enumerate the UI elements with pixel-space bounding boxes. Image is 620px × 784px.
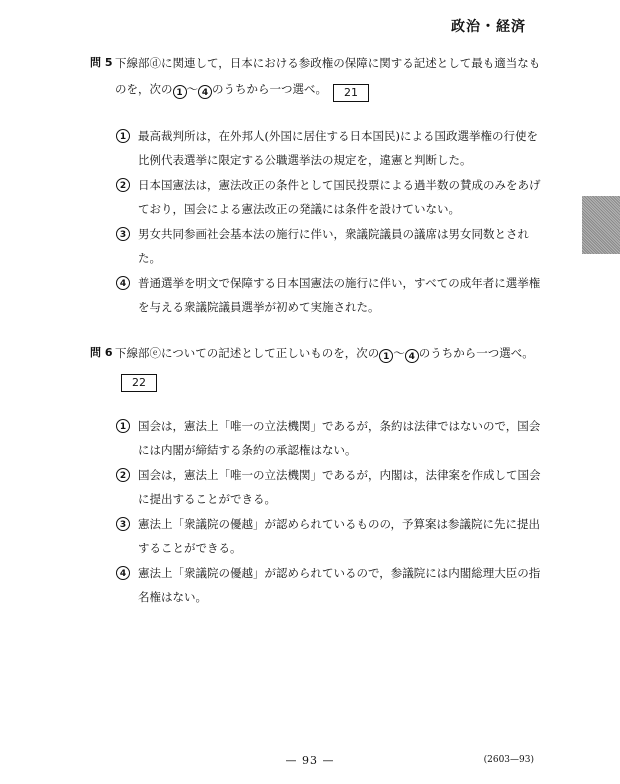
option-4	[116, 561, 542, 609]
option-number: 2	[116, 468, 130, 482]
option-range-end: 4	[405, 349, 419, 363]
option-3	[116, 512, 542, 560]
answer-number-box: 21	[333, 84, 369, 102]
exam-code: (2603—93)	[483, 755, 534, 765]
option-1	[116, 414, 542, 462]
option-3	[116, 222, 542, 270]
option-range-start: 1	[173, 85, 187, 99]
option-text: 国会は，憲法上「唯一の立法機関」であるが，条約は法律ではないので，国会には内閣が締結する条約の承認権はない。	[138, 419, 541, 457]
option-list	[116, 124, 542, 319]
option-4	[116, 271, 542, 319]
option-number: 1	[116, 129, 130, 143]
option-number: 3	[116, 227, 130, 241]
option-list	[116, 414, 542, 609]
question-5	[90, 50, 542, 320]
option-number: 3	[116, 517, 130, 531]
option-number: 4	[116, 566, 130, 580]
question-5-stem: 問 5 下線部ⓓに関連して，日本における参政権の保障に関する記述として最も適当なものを，次の 1 〜 4 のうちから一つ選べ。 21	[90, 50, 542, 102]
option-text: 普通選挙を明文で保障する日本国憲法の施行に伴い，すべての成年者に選挙権を与える衆議院議員選挙が初めて実施された。	[138, 276, 541, 314]
question-number: 問 5	[90, 56, 113, 69]
underline-ref-marker: ⓓ	[149, 56, 161, 70]
option-text: 男女共同参画社会基本法の施行に伴い，衆議院議員の議席は男女同数とされた。	[138, 227, 529, 265]
option-2	[116, 173, 542, 221]
question-6	[90, 340, 542, 610]
answer-number-box: 22	[121, 374, 157, 392]
option-range-start: 1	[379, 349, 393, 363]
option-number: 1	[116, 419, 130, 433]
option-text: 憲法上「衆議院の優越」が認められているものの，予算案は参議院に先に提出することができる。	[138, 517, 541, 555]
option-text: 憲法上「衆議院の優越」が認められているので，参議院には内閣総理大臣の指名権はない。	[138, 566, 541, 604]
option-text: 日本国憲法は，憲法改正の条件として国民投票による過半数の賛成のみをあげており，国会による憲法改正の発議には条件を設けていない。	[138, 178, 541, 216]
option-text: 最高裁判所は，在外邦人(外国に居住する日本国民)による国政選挙権の行使を比例代表選挙に限定する公職選挙法の規定を，違憲と判断した。	[138, 129, 538, 167]
option-text: 国会は，憲法上「唯一の立法機関」であるが，内閣は，法律案を作成して国会に提出することができる。	[138, 468, 541, 506]
question-6-stem: 問 6 下線部ⓔについての記述として正しいものを，次の 1 〜 4 のうちから一つ選べ。22	[90, 340, 542, 392]
subject-header: 政治・経済	[451, 19, 526, 35]
page-number: — 93 —	[285, 754, 335, 767]
section-index-tab	[582, 196, 620, 254]
option-number: 2	[116, 178, 130, 192]
option-2	[116, 463, 542, 511]
question-number: 問 6	[90, 346, 113, 359]
option-range-end: 4	[198, 85, 212, 99]
underline-ref-marker: ⓔ	[149, 346, 161, 360]
option-1	[116, 124, 542, 172]
option-number: 4	[116, 276, 130, 290]
